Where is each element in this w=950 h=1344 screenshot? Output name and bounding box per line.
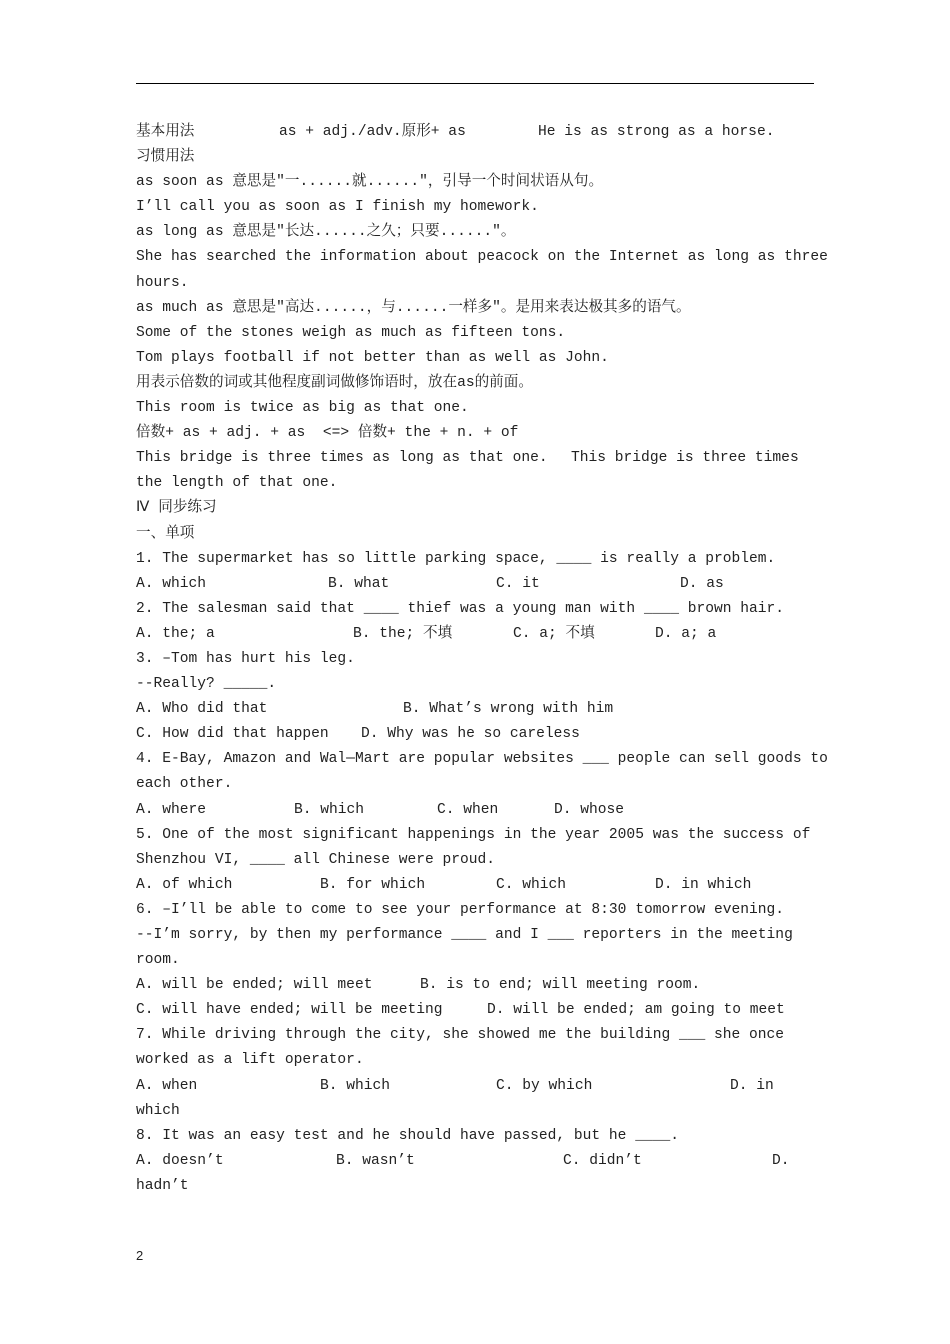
option-c[interactable]: C. by which [496,1077,593,1094]
option-c[interactable]: C. it [496,575,540,592]
question-4-stem-cont: each other. [136,776,233,793]
option-b[interactable]: B. is to end; will meeting room. [420,977,701,994]
basic-label: 基本用法 [136,124,195,140]
as-much-as-example: Some of the stones weigh as much as fifteen tons. [136,324,566,341]
option-b[interactable]: B. which [320,1077,391,1094]
option-c[interactable]: C. a; 不填 [513,625,595,642]
question-6-options-ab [136,973,816,998]
basic-formula: as + adj./adv.原形+ as [279,124,466,140]
option-d[interactable]: D. will be ended; am going to meet [487,1002,785,1019]
page-number: 2 [136,1248,144,1263]
question-2-options [136,622,816,647]
if-not-example: Tom plays football if not better than as well as John. [136,349,609,366]
times-example-a: This bridge is three times as long as that one. [136,450,548,467]
option-b[interactable]: B. which [294,801,365,818]
option-b[interactable]: B. for which [320,876,426,893]
option-c[interactable]: C. will have ended; will be meeting [136,1002,443,1019]
multiple-rule: 用表示倍数的词或其他程度副词做修饰语时，放在as的前面。 [136,374,533,391]
times-example-b: This bridge is three times [571,450,799,467]
question-6-stem: 6. –I’ll be able to come to see your performance at 8:30 tomorrow evening. [136,901,785,918]
as-long-as-rule: as long as 意思是"长达......之久；只要......"。 [136,224,516,241]
question-3-stem: 3. –Tom has hurt his leg. [136,650,355,667]
question-3-reply: --Really? _____. [136,676,277,693]
question-6-reply: --I’m sorry, by then my performance ____ and I ___ reporters in the meeting [136,927,793,943]
option-a[interactable]: A. which [136,575,207,592]
question-4-stem: 4. E-Bay, Amazon and Wal—Mart are popular websites ___ people can sell goods to [136,751,828,768]
as-soon-as-example: I’ll call you as soon as I finish my homework. [136,199,539,216]
idiom-label: 习惯用法 [136,149,195,166]
option-a[interactable]: A. of which [136,876,233,893]
question-3-options-ab [136,697,816,722]
question-2-stem: 2. The salesman said that ____ thief was a young man with ____ brown hair. [136,600,785,617]
as-long-as-example-cont: hours. [136,274,189,291]
basic-example: He is as strong as a horse. [538,124,775,140]
basic-usage-row [136,120,816,145]
question-1-options [136,572,816,597]
option-a[interactable]: A. the; a [136,625,215,642]
twice-example: This room is twice as big as that one. [136,400,469,417]
question-8-stem: 8. It was an easy test and he should have passed, but he ____. [136,1127,679,1144]
section-title: Ⅳ 同步练习 [136,500,217,517]
as-long-as-example: She has searched the information about peacock on the Internet as long as three [136,249,828,266]
option-d[interactable]: D. Why was he so careless [361,726,580,743]
question-6-options-cd [136,998,816,1023]
document-body [136,120,828,1199]
question-5-stem: 5. One of the most significant happenings in the year 2005 was the success of [136,826,811,843]
option-a[interactable]: A. doesn’t [136,1152,224,1169]
option-d-cont: which [136,1102,180,1119]
question-4-options [136,798,816,823]
option-a[interactable]: A. will be ended; will meet [136,977,373,994]
option-b[interactable]: B. What’s wrong with him [403,701,614,718]
question-1-stem: 1. The supermarket has so little parking space, ____ is really a problem. [136,550,776,567]
question-6-reply-cont: room. [136,952,180,969]
option-a[interactable]: A. when [136,1077,198,1094]
times-example-row [136,446,816,471]
as-soon-as-rule: as soon as 意思是"一......就......"，引导一个时间状语从句。 [136,174,604,191]
option-d[interactable]: D. [772,1152,790,1169]
option-d[interactable]: D. in which [655,876,752,893]
option-c[interactable]: C. How did that happen [136,726,329,743]
option-c[interactable]: C. when [437,801,499,818]
option-b[interactable]: B. what [328,575,390,592]
option-d[interactable]: D. a; a [655,625,717,642]
as-much-as-rule: as much as 意思是"高达......，与......一样多"。是用来表达极其多的语气。 [136,299,691,316]
section-subtitle: 一、单项 [136,525,195,542]
question-7-stem: 7. While driving through the city, she showed me the building ___ she once [136,1027,785,1044]
question-7-stem-cont: worked as a lift operator. [136,1052,364,1069]
option-d[interactable]: D. whose [554,801,625,818]
option-a[interactable]: A. where [136,801,207,818]
option-d[interactable]: D. in [730,1077,774,1094]
option-a[interactable]: A. Who did that [136,701,268,718]
option-d-cont: hadn’t [136,1177,189,1194]
option-c[interactable]: C. which [496,876,567,893]
question-7-options [136,1074,816,1099]
question-8-options [136,1149,816,1174]
header-rule [136,83,814,84]
option-c[interactable]: C. didn’t [563,1152,642,1169]
option-b[interactable]: B. wasn’t [336,1152,415,1169]
option-d[interactable]: D. as [680,575,724,592]
question-5-options [136,873,816,898]
question-5-stem-cont: Shenzhou VI, ____ all Chinese were proud. [136,851,496,868]
multiple-formula: 倍数+ as + adj. + as <=> 倍数+ the + n. + of [136,425,519,442]
question-3-options-cd [136,722,816,747]
option-b[interactable]: B. the; 不填 [353,625,453,642]
times-example-c: the length of that one. [136,475,338,492]
